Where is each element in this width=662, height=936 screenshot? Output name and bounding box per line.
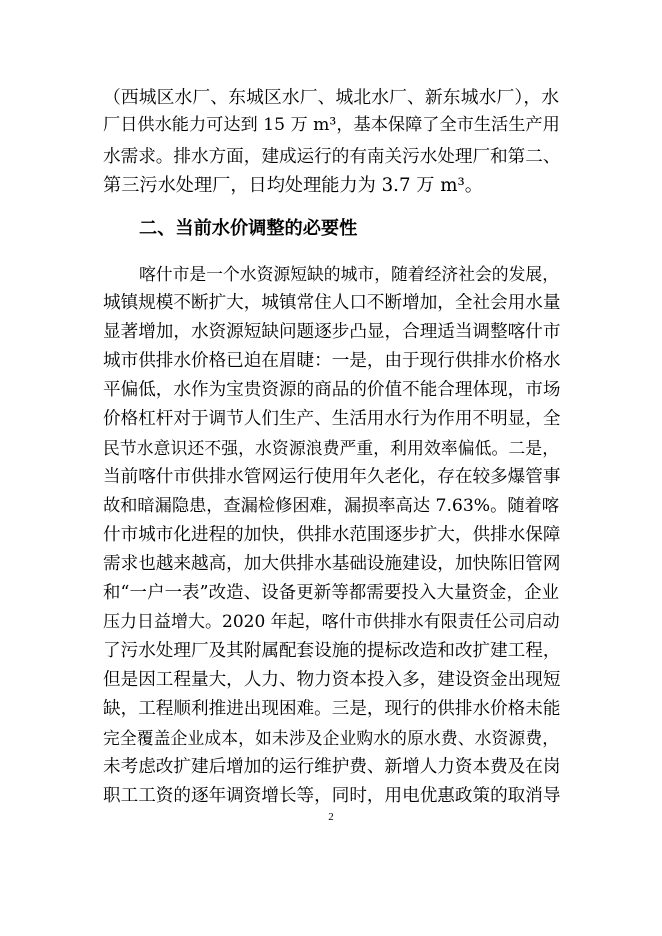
text-line: （西城区水厂、东城区水厂、城北水厂、新东城水厂），水: [103, 87, 559, 108]
page-number: 2: [328, 811, 334, 823]
text-line: 什市城市化进程的加快，供排水范围逐步扩大，供排水保障: [103, 525, 561, 545]
text-line: 但是因工程量大，人力、物力资本投入多，建设资金出现短: [103, 670, 561, 690]
text-line: 城市供排水价格已迫在眉睫：一是，由于现行供排水价格水: [103, 351, 561, 371]
text-line: 平偏低，水作为宝贵资源的商品的价值不能合理体现，市场: [103, 380, 561, 400]
text-line: 喀什市是一个水资源短缺的城市，随着经济社会的发展，: [139, 264, 559, 284]
text-line: 缺，工程顺利推进出现困难。三是，现行的供排水价格未能: [103, 699, 561, 719]
text-line: 压力日益增大。2020 年起，喀什市供排水有限责任公司启动: [103, 612, 560, 632]
text-line: 第三污水处理厂，日均处理能力为 3.7 万 m³。: [103, 175, 483, 196]
section-heading: 二、当前水价调整的必要性: [139, 218, 358, 239]
text-line: 完全覆盖企业成本，如未涉及企业购水的原水费、水资源费，: [103, 728, 559, 748]
text-line: 城镇规模不断扩大，城镇常住人口不断增加，全社会用水量: [103, 293, 561, 313]
text-line: 水需求。排水方面，建成运行的有南关污水处理厂和第二、: [103, 147, 561, 167]
text-line: 了污水处理厂及其附属配套设施的提标改造和改扩建工程，: [103, 641, 561, 661]
text-line: 民节水意识还不强，水资源浪费严重，利用效率偏低。二是，: [103, 438, 559, 458]
text-line: 需求也越来越高，加大供排水基础设施建设，加快陈旧管网: [103, 554, 561, 574]
text-line: 故和暗漏隐患，查漏检修困难，漏损率高达 7.63%。随着喀: [103, 496, 559, 516]
text-line: 显著增加，水资源短缺问题逐步凸显，合理适当调整喀什市: [103, 322, 561, 342]
text-line: 职工工资的逐年调资增长等，同时，用电优惠政策的取消导: [103, 786, 561, 806]
text-line: 厂日供水能力可达到 15 万 m³，基本保障了全市生活生产用: [103, 115, 560, 135]
text-line: 价格杠杆对于调节人们生产、生活用水行为作用不明显，全: [103, 409, 561, 429]
text-line: 和“一户一表”改造、设备更新等都需要投入大量资金，企业: [103, 583, 559, 603]
text-line: 未考虑改扩建后增加的运行维护费、新增人力资本费及在岗: [103, 757, 561, 777]
text-line: 当前喀什市供排水管网运行使用年久老化，存在较多爆管事: [103, 467, 561, 487]
